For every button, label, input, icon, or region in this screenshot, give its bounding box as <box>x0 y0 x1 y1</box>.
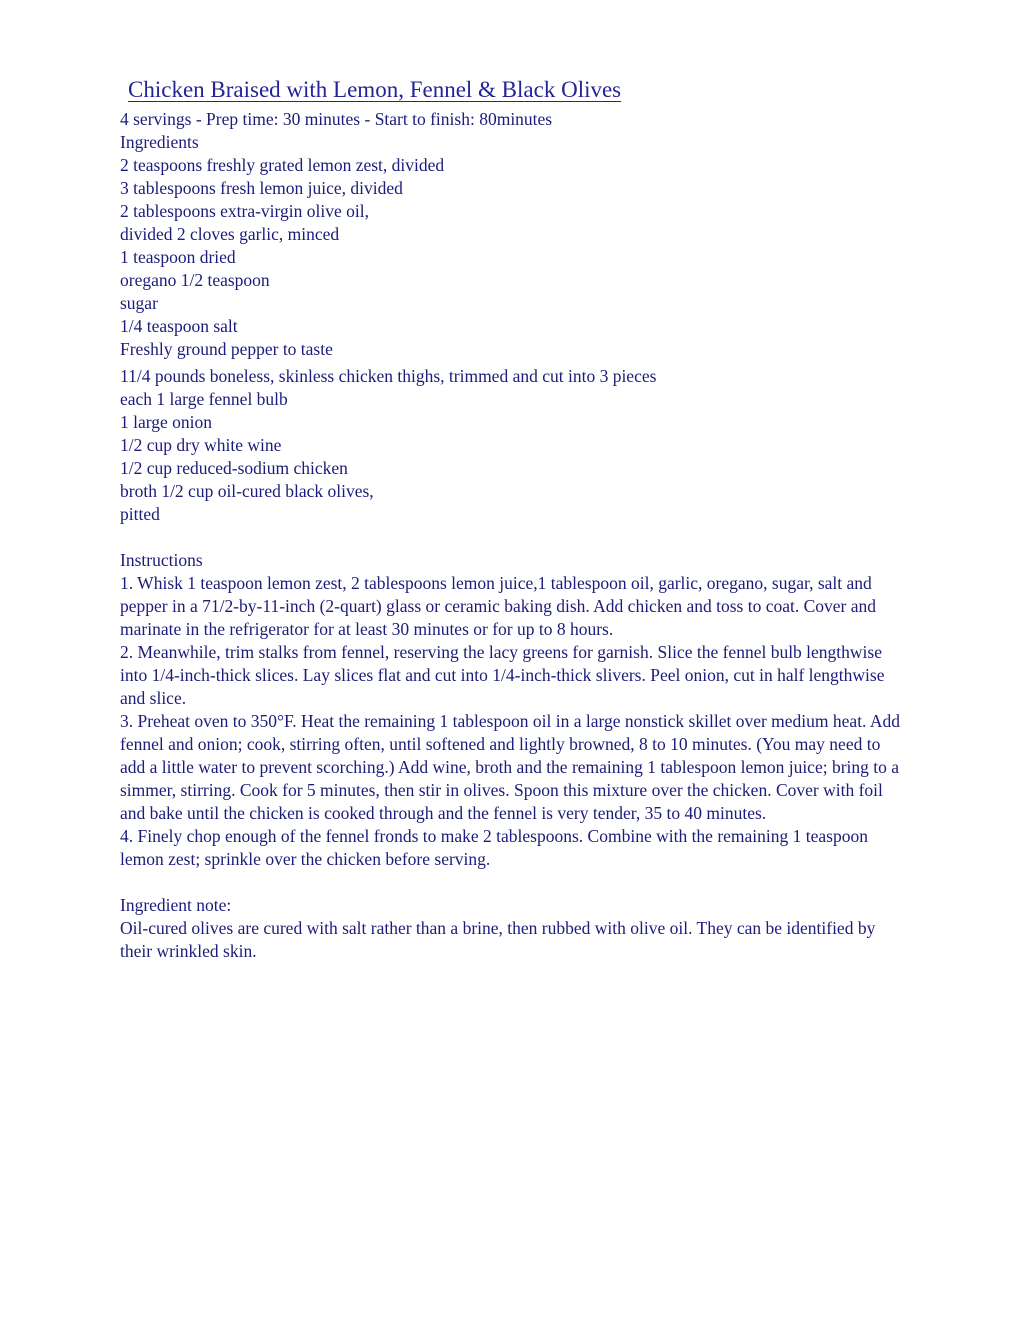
note-heading: Ingredient note: <box>120 895 232 915</box>
ingredients-list <box>120 154 910 526</box>
ingredient-line: 1 teaspoon dried <box>120 247 236 267</box>
ingredient-line: oregano 1/2 teaspoon <box>120 270 270 290</box>
ingredients-heading: Ingredients <box>120 132 199 152</box>
ingredient-line: 1/2 cup dry white wine <box>120 435 282 455</box>
instruction-step: 1. Whisk 1 teaspoon lemon zest, 2 tablespoons lemon juice,1 tablespoon oil, garlic, oregano, sugar, salt and pepper in a 71/2-by-11-inch (2-quart) glass or ceramic baking dish. Add chicken and toss to coat. Cover and marinate in the refrigerator for at least 30 minutes or for up to 8 hours. <box>120 573 877 639</box>
ingredient-line: 2 tablespoons extra-virgin olive oil, <box>120 201 370 221</box>
spacer <box>120 871 910 894</box>
recipe-document <box>120 76 910 963</box>
instruction-step: 4. Finely chop enough of the fennel fronds to make 2 tablespoons. Combine with the remaining 1 teaspoon lemon zest; sprinkle over the chicken before serving. <box>120 826 868 869</box>
ingredient-line: 1/2 cup reduced-sodium chicken <box>120 458 348 478</box>
recipe-meta: 4 servings - Prep time: 30 minutes - Start to finish: 80minutes <box>120 109 553 129</box>
ingredient-note: Oil-cured olives are cured with salt rather than a brine, then rubbed with olive oil. They can be identified by their wrinkled skin. <box>120 918 876 961</box>
ingredient-line: 3 tablespoons fresh lemon juice, divided <box>120 178 403 198</box>
ingredient-line: 1/4 teaspoon salt <box>120 316 238 336</box>
ingredient-line: pitted <box>120 504 160 524</box>
instructions-heading: Instructions <box>120 550 203 570</box>
recipe-title: Chicken Braised with Lemon, Fennel & Black Olives <box>128 77 622 102</box>
ingredient-line: 2 teaspoons freshly grated lemon zest, divided <box>120 155 445 175</box>
spacer <box>120 526 910 549</box>
ingredient-line: divided 2 cloves garlic, minced <box>120 224 340 244</box>
instruction-step: 3. Preheat oven to 350°F. Heat the remaining 1 tablespoon oil in a large nonstick skillet over medium heat. Add fennel and onion; cook, stirring often, until softened and lightly browned, 8 to 10 minutes. (You may need to add a little water to prevent scorching.) Add wine, broth and the remaining 1 tablespoon lemon juice; bring to a simmer, stirring. Cook for 5 minutes, then stir in olives. Spoon this mixture over the chicken. Cover with foil and bake until the chicken is cooked through and the fennel is very tender, 35 to 40 minutes. <box>120 711 900 823</box>
instructions-list <box>120 572 910 871</box>
ingredient-line: sugar <box>120 293 158 313</box>
ingredient-line: Freshly ground pepper to taste <box>120 339 333 359</box>
instruction-step: 2. Meanwhile, trim stalks from fennel, reserving the lacy greens for garnish. Slice the fennel bulb lengthwise into 1/4-inch-thick slices. Lay slices flat and cut into 1/4-inch-thick slivers. Peel onion, cut in half lengthwise and slice. <box>120 642 885 708</box>
ingredient-line: 11/4 pounds boneless, skinless chicken thighs, trimmed and cut into 3 pieces <box>120 366 657 386</box>
ingredient-line: broth 1/2 cup oil-cured black olives, <box>120 481 374 501</box>
ingredient-line: each 1 large fennel bulb <box>120 389 288 409</box>
ingredient-line: 1 large onion <box>120 412 213 432</box>
